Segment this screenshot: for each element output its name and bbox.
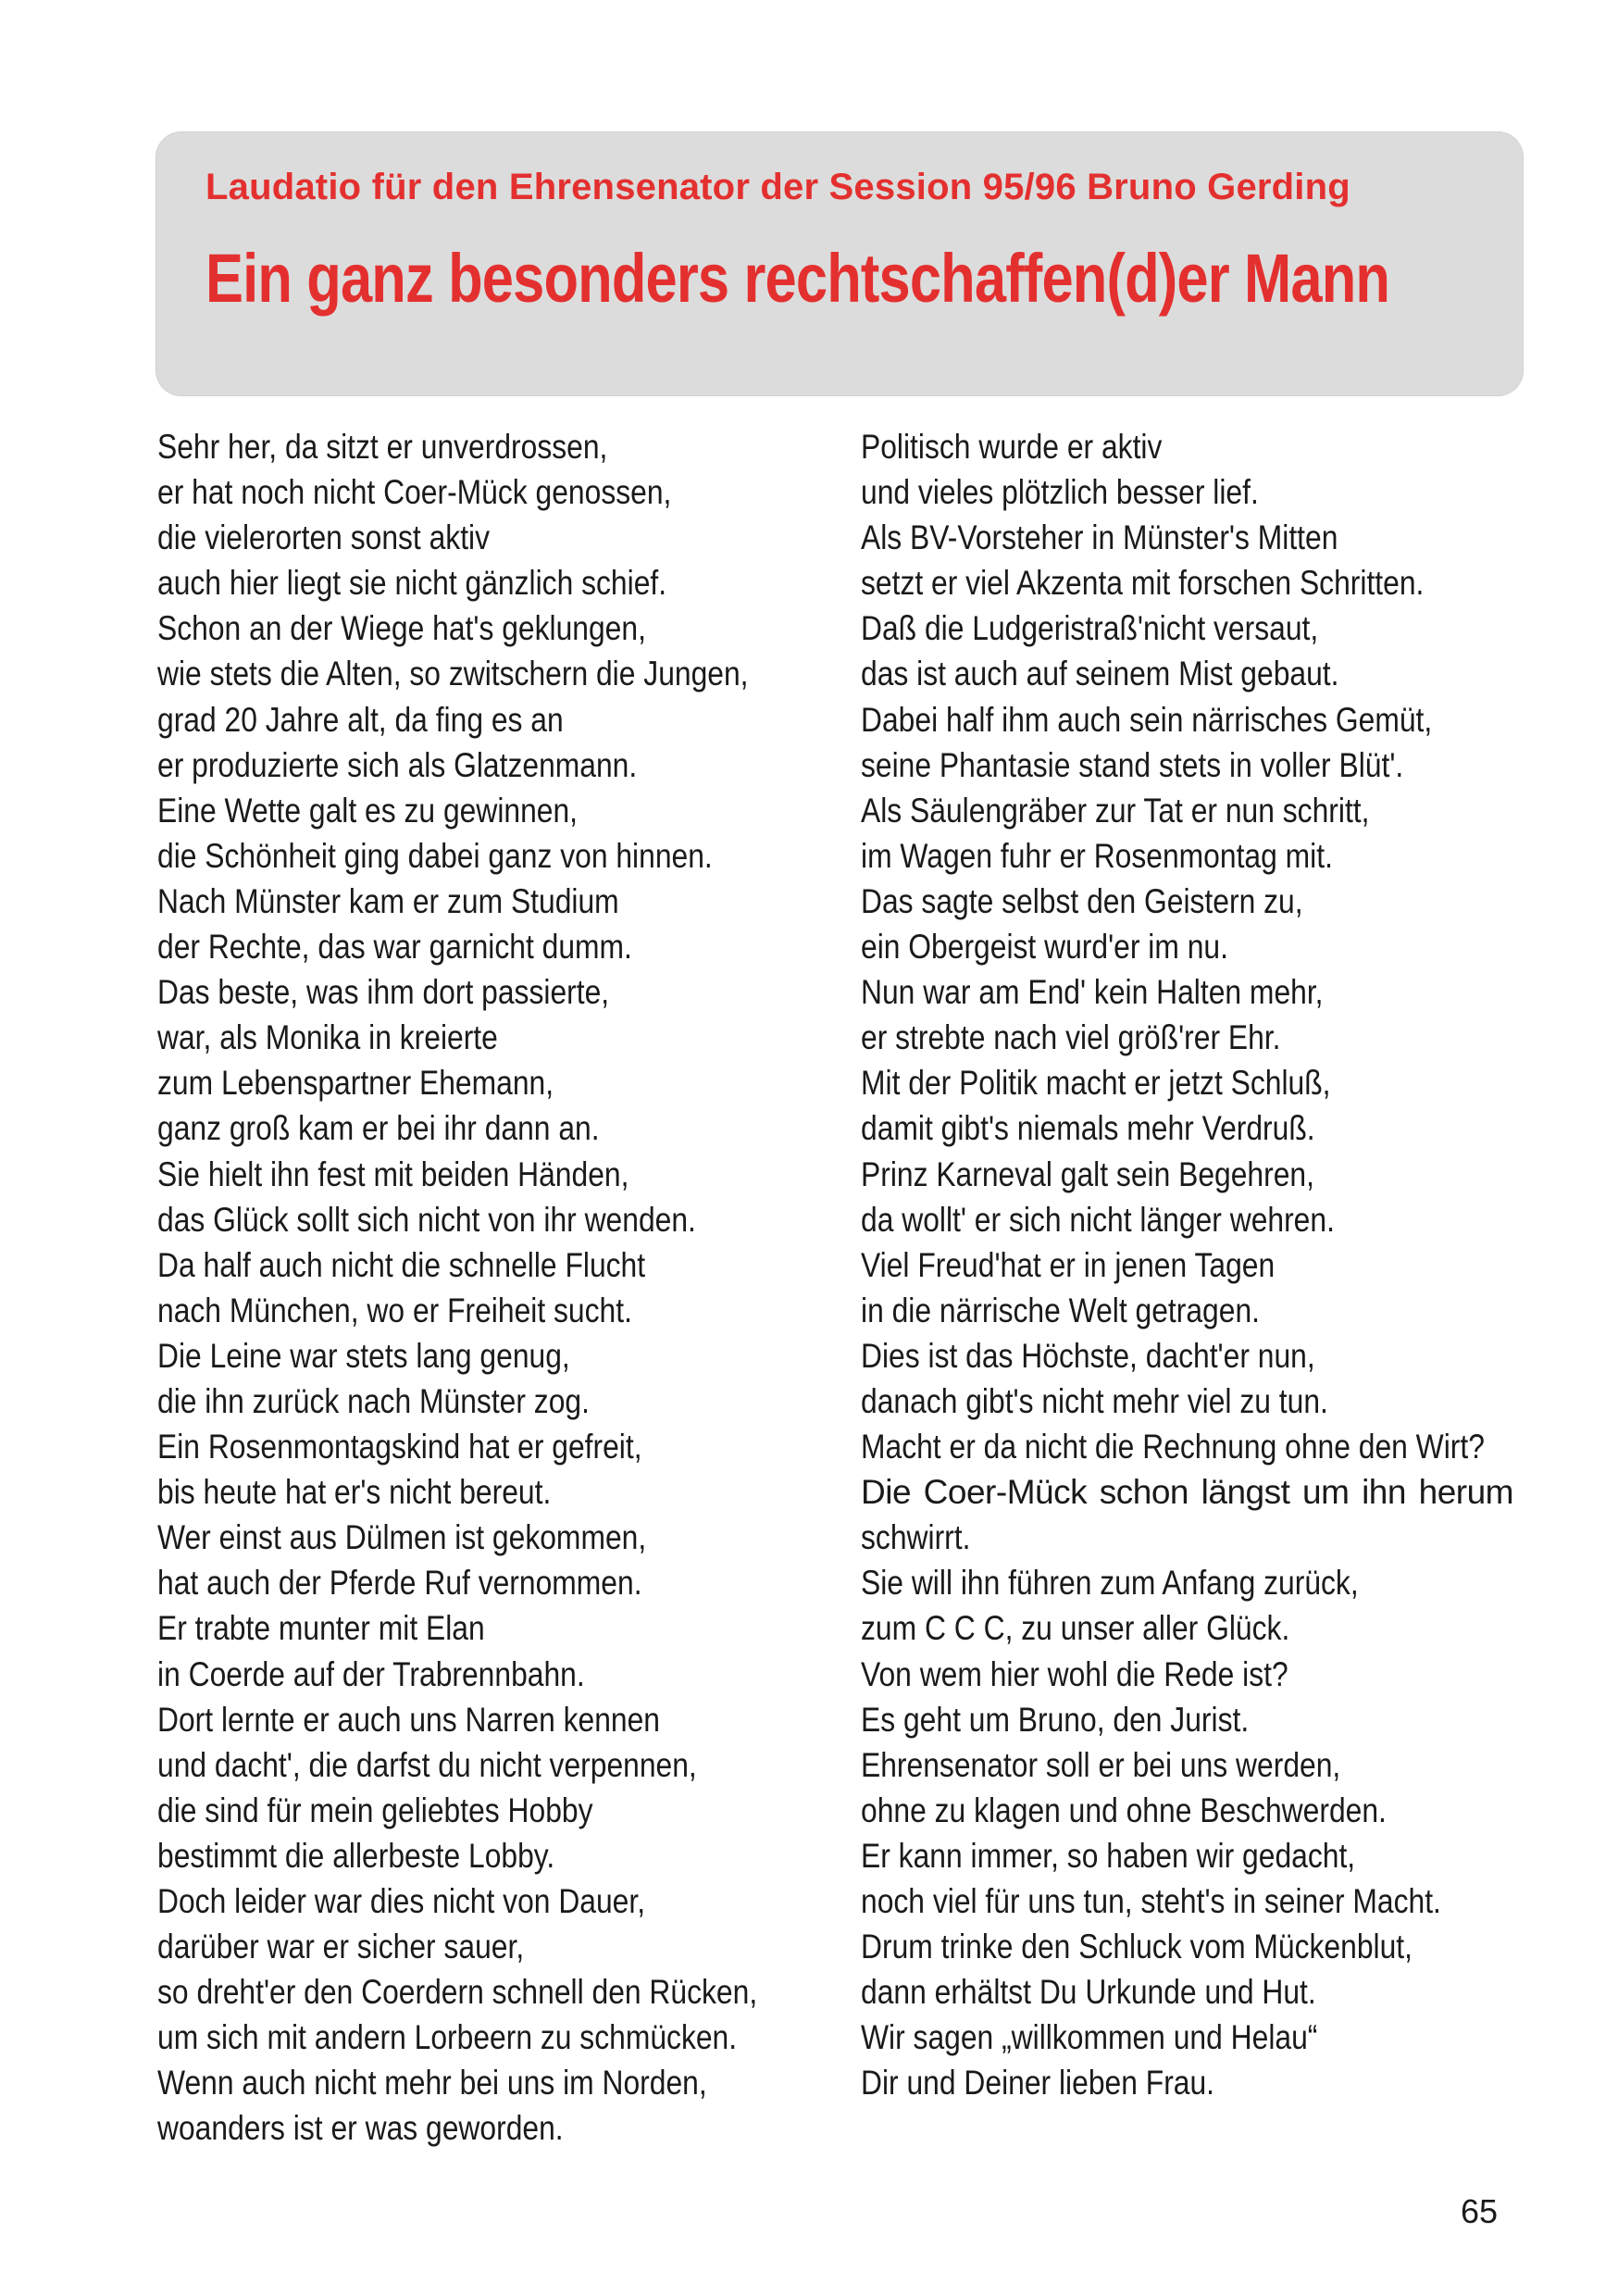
poem-line: Daß die Ludgeristraß'nicht versaut, <box>861 609 1319 648</box>
poem-line: Sehr her, da sitzt er unverdrossen, <box>157 428 608 466</box>
poem-line: Drum trinke den Schluck vom Mückenblut, <box>861 1928 1413 1966</box>
poem-line: darüber war er sicher sauer, <box>157 1928 525 1966</box>
poem-line: die ihn zurück nach Münster zog. <box>157 1381 590 1420</box>
poem-line: danach gibt's nicht mehr viel zu tun. <box>861 1381 1328 1420</box>
poem-line: er hat noch nicht Coer-Mück genossen, <box>157 473 672 512</box>
poem-line: und dacht', die darfst du nicht verpennen, <box>157 1745 697 1784</box>
poem-line: Doch leider war dies nicht von Dauer, <box>157 1882 646 1920</box>
poem-line: Das sagte selbst den Geistern zu, <box>861 881 1303 920</box>
poem-line: Ehrensenator soll er bei uns werden, <box>861 1745 1341 1784</box>
poem-line: Er kann immer, so haben wir gedacht, <box>861 1836 1356 1875</box>
poem-line: hat auch der Pferde Ruf vernommen. <box>157 1564 642 1603</box>
poem-line: Das beste, was ihm dort passierte, <box>157 973 610 1012</box>
page-number: 65 <box>1461 2192 1499 2230</box>
poem-line: Schon an der Wiege hat's geklungen, <box>157 609 646 648</box>
poem-line: bis heute hat er's nicht bereut. <box>157 1473 552 1512</box>
poem-line: schwirrt. <box>861 1518 971 1557</box>
poem-line: um sich mit andern Lorbeern zu schmücken. <box>157 2018 738 2057</box>
poem-line: Als Säulengräber zur Tat er nun schritt, <box>861 791 1370 830</box>
poem-line: Sie will ihn führen zum Anfang zurück, <box>861 1564 1359 1603</box>
poem-line: setzt er viel Akzenta mit forschen Schritten. <box>861 564 1425 603</box>
poem-line: bestimmt die allerbeste Lobby. <box>157 1836 555 1875</box>
poem-line: Dabei half ihm auch sein närrisches Gemüt, <box>861 700 1433 739</box>
poem-line: ganz groß kam er bei ihr dann an. <box>157 1109 600 1148</box>
poem-line: Wer einst aus Dülmen ist gekommen, <box>157 1518 647 1557</box>
poem-line: der Rechte, das war garnicht dumm. <box>157 928 632 967</box>
poem-line: Von wem hier wohl die Rede ist? <box>861 1654 1288 1693</box>
poem-line: Dies ist das Höchste, dacht'er nun, <box>861 1336 1315 1375</box>
poem-line: ohne zu klagen und ohne Beschwerden. <box>861 1791 1387 1829</box>
poem-line: Prinz Karneval galt sein Begehren, <box>861 1154 1314 1193</box>
poem-line: Nach Münster kam er zum Studium <box>157 881 619 920</box>
poem-line: zum Lebenspartner Ehemann, <box>157 1064 554 1103</box>
poem-line: die vielerorten sonst aktiv <box>157 518 491 557</box>
poem-line: Als BV-Vorsteher in Münster's Mitten <box>861 518 1338 557</box>
poem-line: die sind für mein geliebtes Hobby <box>157 1791 593 1829</box>
poem-line: seine Phantasie stand stets in voller Blüt'. <box>861 745 1404 784</box>
poem-line: Viel Freud'hat er in jenen Tagen <box>861 1245 1276 1284</box>
poem-line: woanders ist er was geworden. <box>157 2109 564 2148</box>
poem-line: Macht er da nicht die Rechnung ohne den Wirt? <box>861 1428 1485 1466</box>
poem-line: im Wagen fuhr er Rosenmontag mit. <box>861 836 1333 875</box>
poem-line: damit gibt's niemals mehr Verdruß. <box>861 1109 1315 1148</box>
poem-line: in die närrische Welt getragen. <box>861 1291 1260 1329</box>
subtitle: Laudatio für den Ehrensenator der Session 95/96 Bruno Gerding <box>205 167 1350 207</box>
poem-line: nach München, wo er Freiheit sucht. <box>157 1291 632 1329</box>
poem-line: zum C C C, zu unser aller Glück. <box>861 1609 1290 1648</box>
poem-line: Mit der Politik macht er jetzt Schluß, <box>861 1064 1331 1103</box>
poem-line: Eine Wette galt es zu gewinnen, <box>157 791 579 830</box>
poem-line: Dort lernte er auch uns Narren kennen <box>157 1700 661 1739</box>
poem-line: Wenn auch nicht mehr bei uns im Norden, <box>157 2064 707 2103</box>
poem-line: das Glück sollt sich nicht von ihr wenden. <box>157 1200 696 1239</box>
poem-left-column <box>157 424 805 2152</box>
poem-line: Wir sagen „willkommen und Helau“ <box>861 2018 1318 2057</box>
poem-line: in Coerde auf der Trabrennbahn. <box>157 1654 585 1693</box>
poem-line: er strebte nach viel größ'rer Ehr. <box>861 1018 1281 1057</box>
poem-line: Dir und Deiner lieben Frau. <box>861 2064 1215 2103</box>
poem-line: das ist auch auf seinem Mist gebaut. <box>861 655 1339 693</box>
poem-line: Nun war am End' kein Halten mehr, <box>861 973 1324 1012</box>
poem-line: ein Obergeist wurd'er im nu. <box>861 928 1228 967</box>
poem-line: Er trabte munter mit Elan <box>157 1609 485 1648</box>
poem-line: grad 20 Jahre alt, da fing es an <box>157 700 564 739</box>
poem-right-column <box>861 424 1513 2105</box>
poem-line: Es geht um Bruno, den Jurist. <box>861 1700 1250 1739</box>
poem-line: war, als Monika in kreierte <box>157 1018 498 1057</box>
poem-line: so dreht'er den Coerdern schnell den Rücken, <box>157 1973 758 2012</box>
poem-line: noch viel für uns tun, steht's in seiner Macht. <box>861 1882 1441 1920</box>
poem-line: da wollt' er sich nicht länger wehren. <box>861 1200 1335 1239</box>
poem-line: Da half auch nicht die schnelle Flucht <box>157 1245 646 1284</box>
poem-line: die Schönheit ging dabei ganz von hinnen. <box>157 836 713 875</box>
poem-line: dann erhältst Du Urkunde und Hut. <box>861 1973 1316 2012</box>
poem-line: und vieles plötzlich besser lief. <box>861 473 1259 512</box>
poem-line: Ein Rosenmontagskind hat er gefreit, <box>157 1428 642 1466</box>
poem-line: auch hier liegt sie nicht gänzlich schief. <box>157 564 667 603</box>
page-title: Ein ganz besonders rechtschaffen(d)er Mann <box>205 240 1390 317</box>
poem-line: Die Coer-Mück schon längst um ihn herum <box>861 1473 1513 1512</box>
poem-line: wie stets die Alten, so zwitschern die Jungen, <box>157 655 749 693</box>
poem-line: er produzierte sich als Glatzenmann. <box>157 745 638 784</box>
poem-line: Politisch wurde er aktiv <box>861 428 1163 466</box>
poem-line: Die Leine war stets lang genug, <box>157 1336 570 1375</box>
poem-line: Sie hielt ihn fest mit beiden Händen, <box>157 1154 629 1193</box>
